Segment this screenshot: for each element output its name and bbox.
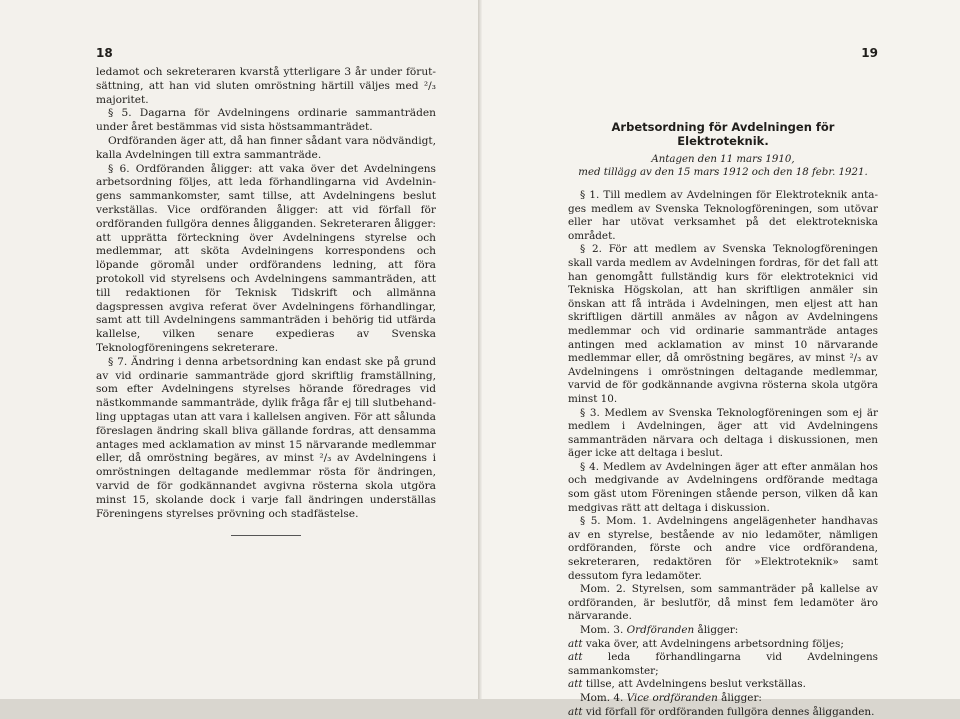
paragraph: ledamot och sekreteraren kvarstå ytterligare 3 år under förutsättning, att han vid sluten omröstning härtill väljes med ²/₃ majoritet. xyxy=(96,66,436,106)
role-name: Vice ordföranden xyxy=(626,691,718,704)
document-title: Arbetsordning för Avdelningen för Elektroteknik. xyxy=(611,120,835,148)
duty-lead: att xyxy=(568,678,583,691)
duty-lead: att xyxy=(568,651,583,664)
paragraph-section-4: § 4. Medlem av Avdelningen äger att efter anmälan hos och medgivande av Avdelningens ordförande medtaga som gäst utom Föreningen stående person, vilken då kan medgivas rätt att deltaga i diskussion. xyxy=(568,460,878,514)
mom-rest: åligger: xyxy=(697,624,739,636)
duty-text: tillse, att Avdelningens beslut verkställas. xyxy=(585,678,806,691)
section-divider xyxy=(231,535,301,536)
subtitle-line: med tillägg av den 15 mars 1912 och den 18 febr. 1921. xyxy=(578,166,868,178)
paragraph: Ordföranden äger att, då han finner sådant vara nödvändigt, kalla Avdelningen till extra sammanträde. xyxy=(96,134,436,161)
duty-text: vaka över, att Avdelningens arbetsordning följes; xyxy=(585,637,844,650)
duty-line xyxy=(568,651,878,678)
paragraph-mom-3 xyxy=(568,624,878,638)
mom-label: Mom. 3. xyxy=(580,624,624,636)
role-name: Ordföranden xyxy=(626,624,695,636)
paragraph-section-1: § 1. Till medlem av Avdelningen för Elektroteknik antages medlem av Svenska Teknologföreningen, som utövar eller har utövat verksamhet på det elektrotekniska området. xyxy=(568,189,878,242)
page-number-right: 19 xyxy=(861,46,878,60)
mom-label: Mom. 4. xyxy=(580,691,624,704)
paragraph-section-6: § 6. Ordföranden åligger: att vaka över det Avdelningens arbetsordning följes, att leda förhandlingarna vid Avdelningens sammankomster, samt tillse, att Avdelningens beslut verkställas. Vice ordföranden åligger: att vid förfall för ordföranden fullgöra dennes åligganden. Sekreteraren åligger: att upprätta förteckning över Avdelningens styrelse och medlemmar, att sköta Avdelningens korrespondens och löpande göromål under ordförandens ledning, att föra protokoll vid styrelsens och Avdelningens sammanträden, att till redaktionen för Teknisk Tidskrift och allmänna dagspressen avgiva referat över Avdelningens förhandlingar, samt att till Avdelningens sammanträden i behörig tid utfärda kallelse, vilken senare expedieras av Svenska Teknologföreningens sekreterare. xyxy=(96,162,436,354)
duty-text: vid förfall för ordföranden fullgöra dennes åligganden. xyxy=(585,705,875,718)
document-subtitle xyxy=(568,154,878,179)
right-page-body xyxy=(568,189,878,719)
duty-line xyxy=(568,678,878,692)
mom-rest: åligger: xyxy=(721,691,762,704)
page-number-left: 18 xyxy=(96,46,113,60)
paragraph-section-2: § 2. För att medlem av Svenska Teknologföreningen skall varda medlem av Avdelningen fordras, för det fall att han genomgått fullständig kurs för elektroteknici vid Tekniska Högskolan, att han skriftligen anmäler sin önskan att få inträda i Avdelningen, men eljest att han skriftligen därtill anmäles av någon av Avdelningens medlemmar och vid ordinarie sammanträde antages antingen med acklamation av minst 10 närvarande medlemmar eller, då omröstning begäres, av minst ²/₃ av Avdelningens i omröstningen deltagande medlemmar, varvid de för godkännande avgivna rösterna skola utgöra minst 10. xyxy=(568,243,878,405)
duty-line xyxy=(568,706,878,719)
paragraph-mom-4 xyxy=(568,692,878,706)
paragraph-section-3: § 3. Medlem av Svenska Teknologföreningen som ej är medlem i Avdelningen, äger att vid Avdelningens sammanträden närvara och deltaga i diskussionen, men äger icke att deltaga i beslut. xyxy=(568,406,878,460)
paragraph-section-7: § 7. Ändring i denna arbetsordning kan endast ske på grund av vid ordinarie sammanträde gjord skriftlig framställning, som efter Avdelningens styrelses hörande föredrages vid nästkommande sammanträde, dylik fråga får ej till slutbehandling upptagas utan att vara i kallelsen angiven. För att sålunda föreslagen ändring skall bliva gällande fordras, att densamma antages med acklamation av minst 15 närvarande medlemmar eller, då omröstning begäres, av minst ²/₃ av Avdelningens i omröstningen deltagande medlemmar rösta för ändringen, varvid de för godkännandet avgivna rösterna skola utgöra minst 15, skolande dock i varje fall ändringen underställas Föreningens styrelses prövning och stadfästelse. xyxy=(96,355,436,520)
duty-text: leda förhandlingarna vid Avdelningens sammankomster; xyxy=(568,651,878,677)
left-page xyxy=(0,0,482,699)
right-page xyxy=(482,0,960,718)
duty-lead: att xyxy=(568,705,583,718)
subtitle-line: Antagen den 11 mars 1910, xyxy=(651,154,795,165)
duty-line xyxy=(568,638,878,652)
duty-lead: att xyxy=(568,637,583,650)
paragraph-section-5: § 5. Dagarna för Avdelningens ordinarie sammanträden under året bestämmas vid sista höstsammanträdet. xyxy=(96,107,436,134)
left-page-body xyxy=(96,66,436,521)
paragraph-mom-2: Mom. 2. Styrelsen, som sammanträder på kallelse av ordföranden, är beslutför, då minst fem ledamöter äro närvarande. xyxy=(568,583,878,623)
paragraph-section-5-mom-1: § 5. Mom. 1. Avdelningens angelägenheter handhavas av en styrelse, bestående av nio ledamöter, nämligen ordföranden, förste och andre vice ordförandena, sekreteraren, redaktören för »Elektroteknik» samt dessutom fyra ledamöter. xyxy=(568,515,878,582)
